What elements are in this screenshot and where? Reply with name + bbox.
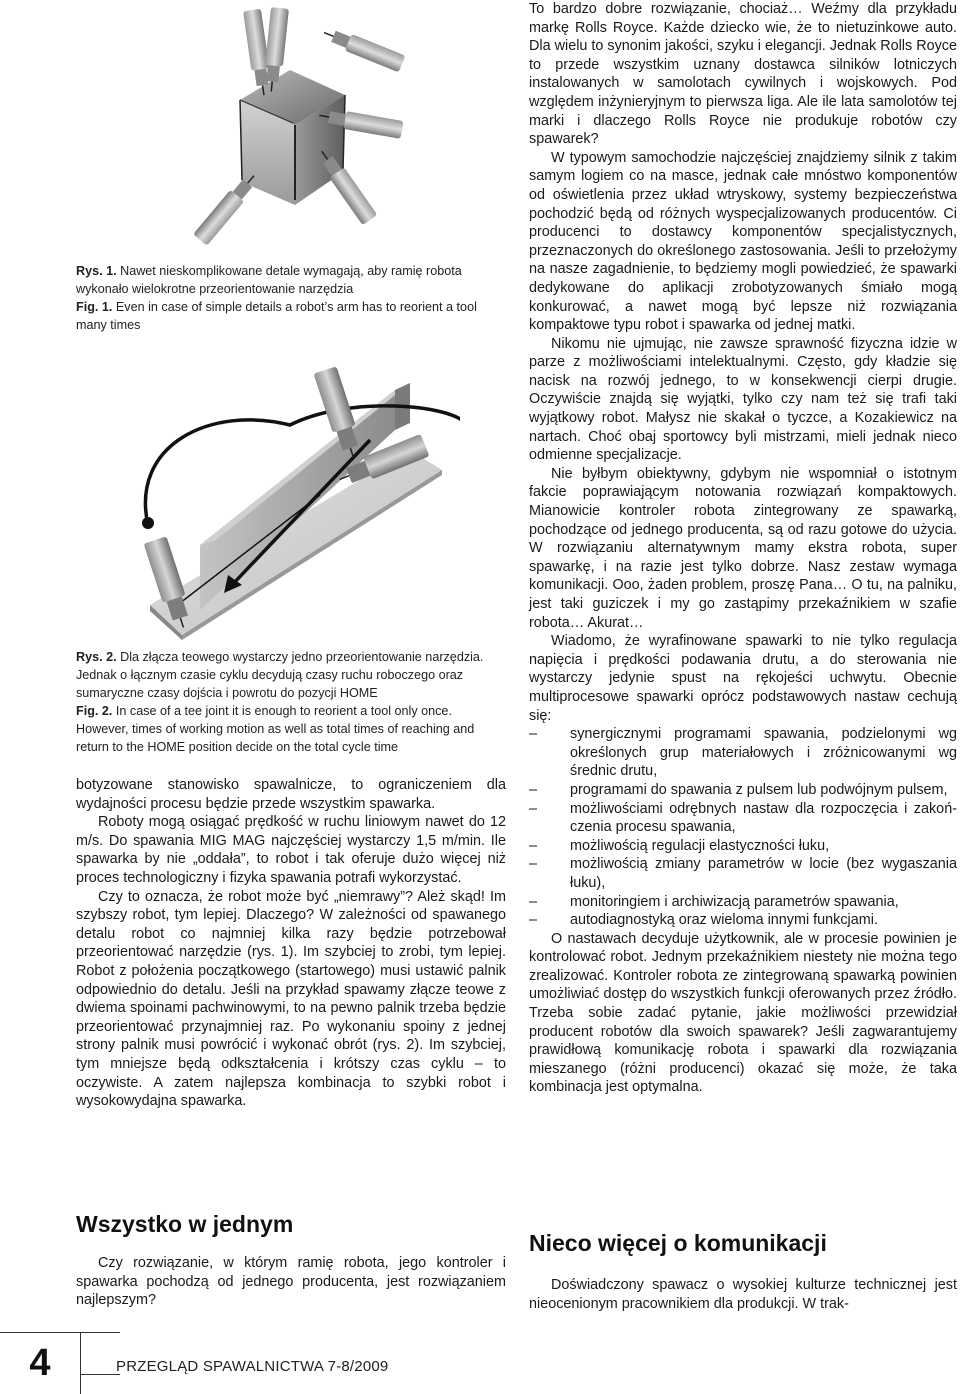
figure-2-caption-en: In case of a tee joint it is enough to reorient a tool only once. However, times of working motion as well as total times of reaching and return to the HOME position decide on the total cycle time — [76, 704, 475, 754]
figure-1-caption-pl: Nawet nieskomplikowane detale wymagają, aby ramię robota wykonało wielokrotne przeorientowanie narzędzia — [76, 264, 462, 296]
right-paragraph-7: Doświadczony spawacz o wysokiej kulturze technicznej jest nieocenionym pracownikiem dla produkcji. W trak- — [529, 1277, 957, 1312]
list-item: – autodiagnostyką oraz wieloma innymi funkcjami. — [529, 911, 957, 930]
footer-rule — [80, 1374, 120, 1375]
left-paragraph-2: Roboty mogą osiągać prędkość w ruchu liniowym nawet do 12 m/s. Do spawania MIG MAG najczęściej wystarczy 1,5 m/min. Ile spawarka by nie „oddała”, to robot i tak oferuje dużo więcej niż proces technologiczny i fizyka spawania potrafi wykorzystać. — [76, 814, 506, 886]
figure-1-caption-en: Even in case of simple details a robot’s arm has to reorient a tool many times — [76, 300, 477, 332]
left-column-body — [76, 776, 506, 1111]
footer-divider — [80, 1332, 81, 1394]
list-item: – monitoringiem i archiwizacją parametrów spawania, — [529, 893, 957, 912]
figure-2-label-pl: Rys. 2. — [76, 650, 117, 664]
page-number: 4 — [29, 1341, 51, 1384]
list-item: – synergicznymi programami spawania, podzielonymi wg określonych grup materiałowych i zróżnicowanymi wg średnic drutu, — [529, 725, 957, 781]
figure-2-label-en: Fig. 2. — [76, 704, 113, 718]
figure-1-caption — [76, 262, 506, 334]
left-column-intro — [76, 1254, 506, 1310]
features-list — [529, 725, 957, 930]
figure-1-label-pl: Rys. 1. — [76, 264, 117, 278]
section-heading-komunikacja: Nieco więcej o komunikacji — [529, 1230, 827, 1256]
figure-2-image — [120, 335, 460, 645]
right-paragraph-4: Nie byłbym obiektywny, gdybym nie wspomniał o istotnym fakcie poprawiającym notowania rozwiązań kompaktowych. Mianowicie kontroler robota zintegrowany ze spawarką, pochodzące od jednego producenta, są od razu gotowe do użycia. W rozwiązaniu alternatywnym mamy ekstra robota, super spawarkę, i na razie jest tylko dobrze. Nasz zestaw wymaga komunikacji. Ooo, żaden problem, proszę Pana… O tu, na palniku, jest taki guziczek i my go zastąpimy przekaźnikiem w szafie robota… Akurat… — [529, 465, 957, 631]
list-item: – możliwością zmiany parametrów w locie (bez wygaszania łuku), — [529, 855, 957, 892]
figure-1-label-en: Fig. 1. — [76, 300, 113, 314]
list-item: – programami do spawania z pulsem lub podwójnym pulsem, — [529, 781, 957, 800]
list-item: – możliwością regulacji elastyczności łuku, — [529, 837, 957, 856]
right-column-body — [529, 0, 957, 1097]
right-paragraph-3: Nikomu nie ujmując, nie zawsze sprawność fizyczna idzie w parze z możliwościami intelektualnymi. Często, gdy kładzie się nacisk na rozwój jednego, to w konsekwencji cierpi drugie. Oczywiście znajdą się wyjątki, tylko czy nam też się trafi taki wyjątkowy robot. Małysz nie skakał o tyczce, a Kozakiewicz na nartach. Choć obaj sportowcy byli mistrzami, mieli jednak nieco odmienne specjalizacje. — [529, 335, 957, 464]
left-paragraph-3: Czy to oznacza, że robot może być „niemrawy”? Ależ skąd! Im szybszy robot, tym lepiej. Dlaczego? W zależności od spawanego detalu robot co najmniej kilka razy będzie potrzebował przeorientować narzędzie (rys. 1). Im szybciej to zrobi, tym lepiej. Robot z położenia początkowego (startowego) musi ustawić palnik odpowiednio do detalu. Jeśli na przykład spawamy złącze teowe z dwiema spoinami pachwinowymi, to na pewno palnik trzeba będzie przeorientować przynajmniej raz. Po wykonaniu spoiny z jednej strony palnik musi powrócić i wykonać obrót (rys. 2). Im szybciej, tym mniejsze będą odkształcenia i krótszy czas cyklu – to oczywiste. A zatem najlepsza kombinacja to szybki robot i wysokowydajna spawarka. — [76, 888, 506, 1110]
figure-2-caption-pl: Dla złącza teowego wystarczy jedno przeorientowanie narzędzia. Jednak o łącznym czasie cyklu decydują czasy ruchu roboczego oraz sumaryczne czasy dojścia i powrotu do pozycji HOME — [76, 650, 484, 700]
figure-1-image — [180, 0, 410, 250]
list-item: – możliwościami odrębnych nastaw dla rozpoczęcia i zakoń-czenia procesu spawania, — [529, 800, 957, 837]
right-paragraph-5: Wiadomo, że wyrafinowane spawarki to nie tylko regulacja napięcia i prędkości podawania drutu, a do sterowania nie wystarczy jedynie spust na rękojeści uchwytu. Obecnie multiprocesowe spawarki oprócz podstawowych nastaw cechują się: — [529, 633, 957, 724]
figure-2-caption — [76, 648, 506, 756]
right-paragraph-2: W typowym samochodzie najczęściej znajdziemy silnik z takim samym logiem co na masce, jednak całe mnóstwo komponentów od oświetlenia przez układ wtryskowy, systemy bezpieczeństwa pochodzić będą od różnych wyspecjalizowanych producentów. Ci producenci to dostawcy komponentów specjalistycznych, przeznaczonych do określonego zastosowania. Jeśli to przełożymy na nasze zagadnienie, to będziemy mogli powiedzieć, że spawarki dedykowane do aplikacji zrobotyzowanych śmiało mogą konkurować, a nawet mogą być lepsze niż rozwiązania kompaktowe typu robot i spawarka od jednej matki. — [529, 149, 957, 334]
right-column-intro — [529, 1276, 957, 1313]
right-paragraph-1: To bardzo dobre rozwiązanie, chociaż… Weźmy dla przykładu markę Rolls Royce. Każde dziecko wie, że to nietuzinkowe auto. Dla wielu to synonim jakości, szyku i elegancji. Jednak Rolls Royce to przede wszystkim uznany dostawca silników lotniczych instalowanych w samolotach cywilnych i wojskowych. Pod względem inżynieryjnym to pierwsza liga. Ale ile lata samolotów tej marki i dlaczego Rolls Royce nie produkuje robotów czy spawarek? — [529, 1, 957, 148]
left-paragraph-1: botyzowane stanowisko spawalnicze, to ograniczeniem dla wydajności procesu będzie przede wszystkim spawarka. — [76, 777, 506, 812]
journal-title: PRZEGLĄD SPAWALNICTWA 7-8/2009 — [116, 1358, 389, 1375]
right-paragraph-6: O nastawach decyduje użytkownik, ale w procesie powinien je kontrolować robot. Jednym przekaźnikiem niestety nie można tego zrealizować. Kontroler robota ze zintegrowaną spawarką powinien umożliwiać dostęp do wszystkich funkcji oferowanych przez źródło. Trzeba sobie zadać pytanie, jakie możliwości przewidział producent robotów dla swoich spawarek? Jeśli zagwarantujemy prawidłową komunikację robota i spawarki dla rozwiązania mieszanego (różni producenci) okazać się może, że taka kombinacja jest optymalna. — [529, 930, 957, 1096]
section-heading-wszystko: Wszystko w jednym — [76, 1211, 294, 1237]
left-paragraph-4: Czy rozwiązanie, w którym ramię robota, jego kontroler i spawarka pochodzą od jednego producenta, jest rozwiązaniem najlepszym? — [76, 1255, 506, 1309]
